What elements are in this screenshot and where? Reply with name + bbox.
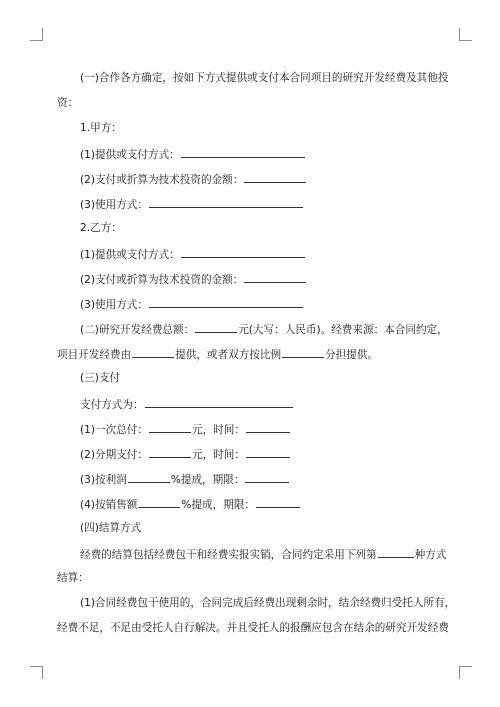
- paragraph-line: [0, 146, 500, 160]
- text-run: (1)一次总付：: [80, 424, 148, 436]
- fill-in-blank[interactable]: [256, 496, 300, 508]
- fill-in-blank[interactable]: [195, 321, 237, 333]
- fill-in-blank[interactable]: [145, 396, 293, 408]
- paragraph-line: [0, 471, 500, 485]
- fill-in-blank[interactable]: [244, 271, 306, 283]
- paragraph-line: [0, 96, 500, 110]
- text-run: (3)使用方式：: [80, 199, 148, 211]
- paragraph-line: [0, 521, 500, 535]
- text-run: (四)结算方式: [80, 522, 142, 534]
- text-run: 种方式: [414, 549, 447, 561]
- paragraph-line: [0, 446, 500, 460]
- fill-in-blank[interactable]: [149, 296, 303, 308]
- fill-in-blank[interactable]: [149, 196, 303, 208]
- text-run: (1)提供或支付方式：: [80, 149, 180, 161]
- paragraph-line: [0, 396, 500, 410]
- text-run: (1)提供或支付方式：: [80, 249, 180, 261]
- paragraph-line: [0, 421, 500, 435]
- fill-in-blank[interactable]: [282, 346, 324, 358]
- crop-mark-top-left: [30, 28, 43, 41]
- text-run: 分担提供。: [325, 349, 379, 361]
- text-run: 经费的结算包括经费包干和经费实报实销，合同约定采用下列第: [80, 549, 377, 561]
- text-run: (一)合作各方确定，按如下方式提供或支付本合同项目的研究开发经费及其他投: [80, 72, 449, 84]
- text-run: 元，时间：: [191, 449, 245, 461]
- fill-in-blank[interactable]: [149, 421, 191, 433]
- paragraph-line: [0, 121, 500, 135]
- paragraph-line: [0, 246, 500, 260]
- crop-mark-bottom-left: [30, 666, 43, 679]
- text-run: (1)合同经费包干使用的，合同完成后经费出现剩余时，结余经费归受托人所有，: [80, 597, 456, 609]
- text-run: 资：: [57, 97, 79, 109]
- paragraph-line: [0, 196, 500, 210]
- fill-in-blank[interactable]: [378, 546, 414, 558]
- text-run: 元，时间：: [191, 424, 245, 436]
- fill-in-blank[interactable]: [149, 446, 191, 458]
- paragraph-line: [0, 496, 500, 510]
- text-run: (2)支付或折算为技术投资的金额：: [80, 274, 244, 286]
- fill-in-blank[interactable]: [138, 496, 180, 508]
- paragraph-line: [0, 271, 500, 285]
- text-run: 经费不足，不足由受托人自行解决。并且受托人的报酬应包含在结余的研究开发经费: [57, 622, 449, 634]
- paragraph-line: [0, 71, 500, 85]
- fill-in-blank[interactable]: [246, 421, 290, 433]
- text-run: %提成，期限：: [181, 499, 256, 511]
- paragraph-line: [0, 221, 500, 235]
- text-run: (3)使用方式：: [80, 299, 148, 311]
- text-run: 提供，或者双方按比例: [175, 349, 282, 361]
- crop-mark-top-right: [459, 28, 472, 41]
- fill-in-blank[interactable]: [128, 471, 170, 483]
- paragraph-line: [0, 296, 500, 310]
- text-run: (4)按销售额: [80, 499, 138, 511]
- paragraph-line: [0, 371, 500, 385]
- paragraph-line: [0, 546, 500, 560]
- paragraph-line: [0, 346, 500, 360]
- fill-in-blank[interactable]: [181, 146, 305, 158]
- paragraph-line: [0, 321, 500, 335]
- text-run: (3)按利润: [80, 474, 127, 486]
- text-run: 支付方式为：: [80, 399, 144, 411]
- text-run: 元(大写：人民币)。经费来源：本合同约定，: [238, 324, 448, 336]
- text-run: 项目开发经费由: [57, 349, 132, 361]
- crop-mark-bottom-right: [459, 666, 472, 679]
- paragraph-line: [0, 596, 500, 610]
- text-run: (二)研究开发经费总额：: [80, 324, 195, 336]
- text-run: (2)支付或折算为技术投资的金额：: [80, 174, 244, 186]
- text-run: 1.甲方：: [80, 122, 122, 134]
- fill-in-blank[interactable]: [246, 446, 290, 458]
- fill-in-blank[interactable]: [244, 171, 306, 183]
- text-run: %提成，期限：: [170, 474, 245, 486]
- paragraph-line: [0, 621, 500, 635]
- fill-in-blank[interactable]: [181, 246, 305, 258]
- paragraph-line: [0, 171, 500, 185]
- text-run: 2.乙方：: [80, 222, 122, 234]
- paragraph-line: [0, 571, 500, 585]
- fill-in-blank[interactable]: [245, 471, 289, 483]
- text-run: (2)分期支付：: [80, 449, 148, 461]
- fill-in-blank[interactable]: [132, 346, 174, 358]
- text-run: 结算：: [57, 572, 89, 584]
- text-run: (三)支付: [80, 372, 121, 384]
